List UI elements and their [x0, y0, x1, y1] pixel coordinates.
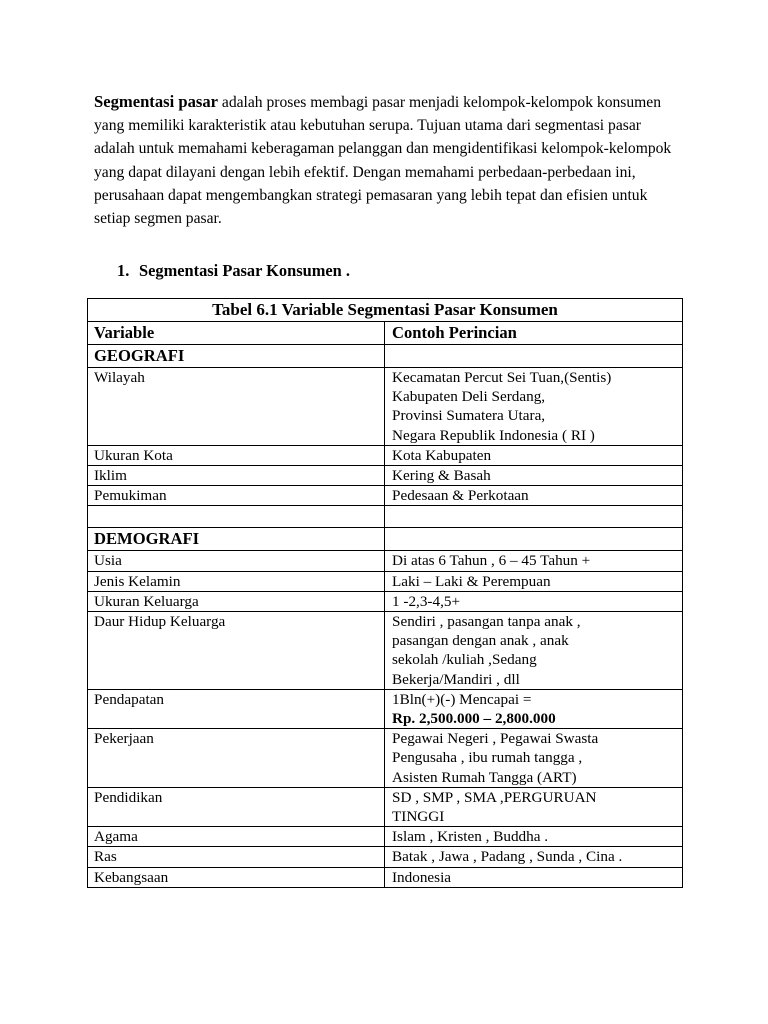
value-line: SD , SMP , SMA ,PERGURUAN [392, 788, 597, 806]
row-label: Ras [88, 847, 385, 867]
blank-cell [385, 506, 683, 528]
value-line: Pengusaha , ibu rumah tangga , [392, 749, 583, 767]
row-label: Usia [88, 551, 385, 571]
value-line: Kabupaten Deli Serdang, [392, 388, 546, 406]
row-label: Pemukiman [88, 486, 385, 506]
value-line: Sendiri , pasangan tanpa anak , [392, 613, 581, 631]
table-row [88, 867, 683, 887]
row-label: Ukuran Kota [88, 445, 385, 465]
table-row [88, 591, 683, 611]
row-value: Laki – Laki & Perempuan [385, 571, 683, 591]
row-label: Iklim [88, 466, 385, 486]
income-amount: Rp. 2,500.000 – 2,800.000 [392, 710, 556, 728]
table-row [88, 445, 683, 465]
table-row [88, 729, 683, 788]
table-row [88, 787, 683, 826]
row-label: Jenis Kelamin [88, 571, 385, 591]
header-example: Contoh Perincian [385, 322, 683, 345]
blank-cell [88, 506, 385, 528]
row-label: Pekerjaan [88, 729, 385, 788]
table-row [88, 551, 683, 571]
table-row [88, 612, 683, 690]
row-value [385, 368, 683, 446]
value-line: sekolah /kuliah ,Sedang [392, 651, 537, 669]
intro-term: Segmentasi pasar [94, 92, 218, 111]
section-title-geografi: GEOGRAFI [88, 345, 385, 368]
row-label: Agama [88, 827, 385, 847]
row-label: Pendidikan [88, 787, 385, 826]
row-value: Batak , Jawa , Padang , Sunda , Cina . [385, 847, 683, 867]
value-line: Provinsi Sumatera Utara, [392, 407, 546, 425]
row-value: Islam , Kristen , Buddha . [385, 827, 683, 847]
table-row [88, 571, 683, 591]
heading-text: Segmentasi Pasar Konsumen . [139, 261, 350, 280]
table-row [88, 368, 683, 446]
row-value: 1 -2,3-4,5+ [385, 591, 683, 611]
table-caption-row [88, 299, 683, 322]
row-value: Pedesaan & Perkotaan [385, 486, 683, 506]
row-value: Kota Kabupaten [385, 445, 683, 465]
row-value: Indonesia [385, 867, 683, 887]
table-row [88, 466, 683, 486]
intro-paragraph [94, 90, 684, 230]
section-empty-cell [385, 345, 683, 368]
table-row [88, 486, 683, 506]
section-row-geografi [88, 345, 683, 368]
section-empty-cell [385, 528, 683, 551]
table-row [88, 689, 683, 728]
row-label: Kebangsaan [88, 867, 385, 887]
row-value [385, 612, 683, 690]
heading-number: 1. [117, 261, 130, 280]
value-line: pasangan dengan anak , anak [392, 632, 569, 650]
value-line: Bekerja/Mandiri , dll [392, 670, 520, 688]
table-header-row [88, 322, 683, 345]
section-row-demografi [88, 528, 683, 551]
row-label: Pendapatan [88, 689, 385, 728]
value-line: Pegawai Negeri , Pegawai Swasta [392, 730, 599, 748]
value-line: TINGGI [392, 808, 445, 826]
table-row [88, 847, 683, 867]
section-heading [117, 261, 350, 281]
segmentation-table [87, 298, 683, 888]
row-value [385, 787, 683, 826]
value-line: 1Bln(+)(-) Mencapai = [392, 690, 532, 708]
table-row [88, 827, 683, 847]
value-line: Asisten Rumah Tangga (ART) [392, 768, 577, 786]
table-caption: Tabel 6.1 Variable Segmentasi Pasar Konsumen [88, 299, 683, 322]
section-title-demografi: DEMOGRAFI [88, 528, 385, 551]
row-value [385, 689, 683, 728]
row-value [385, 729, 683, 788]
row-label: Daur Hidup Keluarga [88, 612, 385, 690]
blank-row [88, 506, 683, 528]
row-value: Di atas 6 Tahun , 6 – 45 Tahun + [385, 551, 683, 571]
row-label: Wilayah [88, 368, 385, 446]
intro-text: adalah proses membagi pasar menjadi kelompok-kelompok konsumen yang memiliki karakteristik atau kebutuhan serupa. Tujuan utama dari segmentasi pasar adalah untuk memahami keberagaman pelanggan dan mengidentifikasi kelompok-kelompok yang dapat dilayani dengan lebih efektif. Dengan memahami perbedaan-perbedaan ini, perusahaan dapat mengembangkan strategi pemasaran yang lebih tepat dan efisien untuk setiap segmen pasar. [94, 94, 672, 228]
row-value: Kering & Basah [385, 466, 683, 486]
row-label: Ukuran Keluarga [88, 591, 385, 611]
header-variable: Variable [88, 322, 385, 345]
value-line: Kecamatan Percut Sei Tuan,(Sentis) [392, 369, 612, 386]
value-line: Negara Republik Indonesia ( RI ) [392, 426, 595, 444]
